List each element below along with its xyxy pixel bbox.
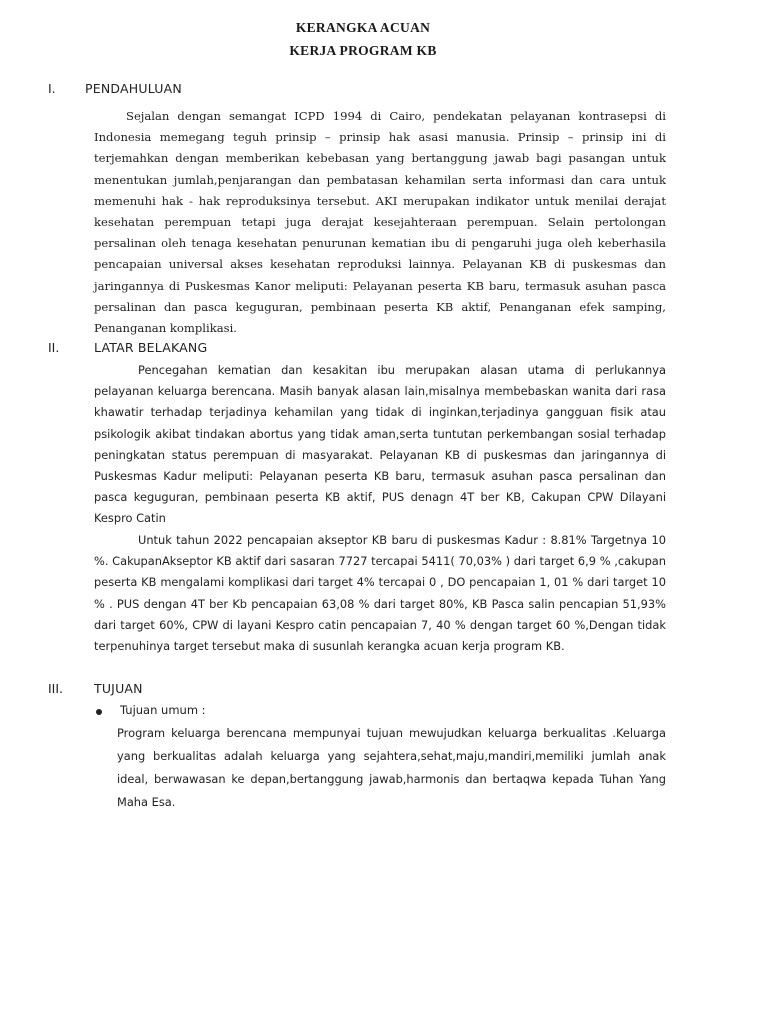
document-title <box>0 16 726 62</box>
section-label: LATAR BELAKANG <box>94 340 208 355</box>
tujuan-umum-paragraph: Program keluarga berencana mempunyai tujuan mewujudkan keluarga berkualitas .Keluarga yang berkualitas adalah keluarga yang sejahtera,sehat,maju,mandiri,memiliki jumlah anak ideal, berwawasan ke depan,bertanggung jawab,harmonis dan bertaqwa kepada Tuhan Yang Maha Esa. <box>117 726 666 809</box>
section-heading-latar-belakang <box>48 340 348 358</box>
pendahuluan-paragraph: Sejalan dengan semangat ICPD 1994 di Cairo, pendekatan pelayanan kontrasepsi di Indonesia memegang teguh prinsip – prinsip hak asasi manusia. Prinsip – prinsip ini di terjemahkan dengan memberikan kebebasan yang bertanggung jawab bagi pasangan untuk menentukan jumlah,penjarangan dan pembatasan kehamilan serta informasi dan cara untuk memenuhi hak - hak reproduksinya tersebut. AKI merupakan indikator untuk menilai derajat kesehatan perempuan tetapi juga derajat kesejahteraan perempuan. Selain pertolongan persalinan oleh tenaga kesehatan penurunan kematian ibu di pengaruhi juga oleh keberhasila pencapaian universal akses kesehatan reproduksi lainnya. Pelayanan KB di puskesmas dan jaringannya di Puskesmas Kanor meliputi: Pelayanan peserta KB baru, termasuk asuhan pasca persalinan dan pasca keguguran, pembinaan peserta KB aktif, Penanganan efek samping, Penanganan komplikasi. <box>94 109 666 336</box>
latar-belakang-paragraph-2: Untuk tahun 2022 pencapaian akseptor KB baru di puskesmas Kadur : 8.81% Targetnya 10 %. CakupanAkseptor KB aktif dari sasaran 7727 tercapai 5411( 70,03% ) dari target 6,9 % ,cakupan peserta KB mengalami komplikasi dari target 4% tercapai 0 , DO pencapaian 1, 01 % dari target 10 % . PUS dengan 4T ber Kb pencapaian 63,08 % dari target 80%, KB Pasca salin pencapian 51,93% dari target 60%, CPW di layani Kespro catin pencapaian 7, 40 % dengan target 60 %,Dengan tidak terpenuhinya target tersebut maka di susunlah kerangka acuan kerja program KB. <box>94 533 666 654</box>
section-label: PENDAHULUAN <box>85 81 182 96</box>
section-number: I. <box>48 81 56 96</box>
bullet-icon <box>96 709 102 715</box>
title-line-2: KERJA PROGRAM KB <box>289 43 437 58</box>
latar-belakang-paragraph-1: Pencegahan kematian dan kesakitan ibu merupakan alasan utama di perlukannya pelayanan keluarga berencana. Masih banyak alasan lain,misalnya membebaskan wanita dari rasa khawatir terhadap terjadinya kehamilan yang tidak di inginkan,terjadinya gangguan fisik atau psikologik akibat tindakan abortus yang tidak aman,serta tuntutan perkembangan sosial terhadap peningkatan status perempuan di masyarakat. Pelayanan KB di puskesmas dan jaringannya di Puskesmas Kadur meliputi: Pelayanan peserta KB baru, termasuk asuhan pasca persalinan dan pasca keguguran, pembinaan peserta KB aktif, PUS denagn 4T ber KB, Cakupan CPW Dilayani Kespro Catin <box>94 363 666 526</box>
section-number: III. <box>48 681 64 696</box>
section-number: II. <box>48 340 60 355</box>
section-label: TUJUAN <box>94 681 143 696</box>
title-line-1: KERANGKA ACUAN <box>295 20 431 35</box>
section-heading-pendahuluan <box>48 81 348 99</box>
bullet-label: Tujuan umum : <box>120 703 206 717</box>
section-heading-tujuan <box>48 681 348 699</box>
